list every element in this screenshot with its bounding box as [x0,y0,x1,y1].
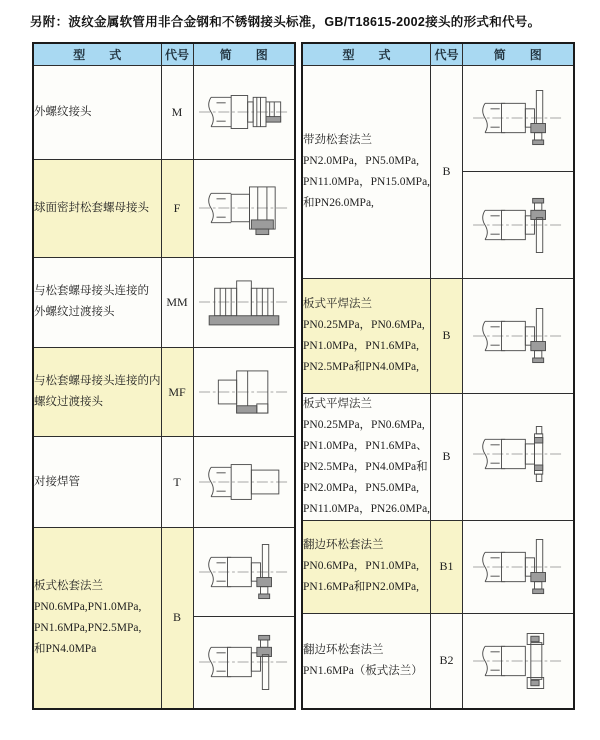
fitting-code-cell: B [161,528,193,709]
header-cell-code: 代号 [431,43,463,65]
type-line: PN2.5MPa和PN4.0MPa, [303,360,419,373]
type-line: PN2.0MPa，PN5.0MPa, [303,481,419,494]
fitting-type-cell [33,258,161,348]
fitting-diagram-drawing [470,85,566,151]
fitting-diagram [463,171,573,278]
fitting-diagram-drawing [196,79,292,145]
fitting-code-cell: MM [161,258,193,348]
type-line: 带劲松套法兰 [303,133,372,146]
fitting-code-cell: F [161,160,193,258]
fitting-diagram-drawing [470,421,566,487]
table-row [33,160,295,258]
fitting-type-cell [33,437,161,528]
table-row [33,258,295,348]
fitting-code-cell: T [161,437,193,528]
table-row [302,65,574,278]
type-line: 翻边环松套法兰 [303,539,384,551]
fitting-type-cell [302,520,431,613]
type-line: 翻边环松套法兰 [303,643,384,656]
page-title: 另附：波纹金属软管用非合金钢和不锈钢接头标准，GB/T18615-2002接头的形式和代号。 [30,15,541,29]
table-row [302,393,574,520]
fitting-diagram-drawing [196,449,292,515]
fitting-diagram-drawing [196,359,292,425]
fitting-diagram [463,66,573,171]
fitting-diagram-drawing [470,303,566,369]
fitting-diagram-drawing [196,175,292,241]
header-row [302,43,574,65]
fitting-diagram-cell [193,528,295,709]
fitting-diagram-cell [193,437,295,528]
fitting-diagram [194,528,295,616]
type-line: 板式平焊法兰 [303,397,372,410]
fitting-diagram-cell [193,258,295,348]
fitting-diagram [463,614,573,708]
fitting-diagram-drawing [196,539,292,605]
header-cell-type: 型 式 [33,43,161,65]
header-cell-diagram: 简 图 [463,43,574,65]
fitting-diagram-drawing [196,269,292,335]
type-line: PN2.0MPa，PN5.0MPa, [303,154,419,167]
fitting-type-cell [33,347,161,437]
fitting-diagram [194,348,295,436]
fitting-diagram-cell [463,65,574,278]
fitting-diagram [194,258,295,346]
fitting-diagram [194,437,295,526]
fitting-diagram-drawing [470,192,566,258]
fitting-type-cell [302,393,431,520]
fitting-code-cell: B [431,65,463,278]
type-line: 与松套螺母接头连接的内 [34,375,161,388]
type-line: PN11.0MPa，PN26.0MPa, [303,502,431,515]
fitting-code-cell: MF [161,347,193,437]
header-row [33,43,295,65]
table-row [33,437,295,528]
table-row [302,613,574,709]
fitting-type-cell [302,65,431,278]
table-row [33,528,295,709]
type-line: PN2.5MPa，PN4.0MPa和 [303,460,428,473]
type-line: PN1.0MPa，PN1.6MPa, [303,339,419,352]
type-line: PN1.6MPa,PN2.5MPa, [34,621,142,634]
type-line: PN0.25MPa，PN0.6MPa, [303,318,425,331]
type-line: 外螺纹过渡接头 [34,306,115,319]
table-row [33,347,295,437]
fitting-diagram [194,616,295,706]
type-line: PN0.25MPa，PN0.6MPa, [303,418,425,431]
fitting-diagram-cell [463,520,574,613]
type-line: PN1.0MPa，PN1.6MPa、 [303,439,428,452]
fitting-diagram-cell [463,278,574,393]
fitting-type-cell [33,160,161,258]
fitting-diagram-drawing [196,629,292,695]
type-line: 球面密封松套螺母接头 [34,202,149,215]
fitting-diagram-drawing [470,628,566,694]
table-row [302,520,574,613]
fitting-code-cell: B [431,278,463,393]
fitting-diagram [194,160,295,256]
type-line: 螺纹过渡接头 [34,396,103,409]
fitting-code-cell: M [161,65,193,160]
type-line: PN0.6MPa，PN1.0MPa, [303,560,419,572]
type-line: PN11.0MPa，PN15.0MPa, [303,175,431,188]
fitting-type-cell [33,65,161,160]
type-line: 板式松套法兰 [34,579,103,592]
fitting-code-cell: B [431,393,463,520]
fitting-table-left [32,42,296,710]
type-line: 对接焊管 [34,475,80,488]
fitting-tables [32,42,575,710]
header-cell-diagram: 简 图 [193,43,295,65]
fitting-type-cell [33,528,161,709]
table-row [33,65,295,160]
fitting-diagram [463,394,573,514]
type-line: 和PN4.0MPa [34,642,97,655]
fitting-diagram-cell [463,393,574,520]
type-line: 和PN26.0MPa, [303,196,374,209]
type-line: PN1.6MPa和PN2.0MPa, [303,581,419,593]
type-line: 外螺纹接头 [34,106,92,118]
header-cell-code: 代号 [161,43,193,65]
type-line: PN1.6MPa（板式法兰） [303,664,423,677]
type-line: PN0.6MPa,PN1.0MPa, [34,600,142,613]
fitting-diagram-cell [193,347,295,437]
fitting-diagram-cell [463,613,574,709]
type-line: 板式平焊法兰 [303,297,372,310]
fitting-diagram-cell [193,160,295,258]
fitting-type-cell [302,278,431,393]
fitting-diagram [463,521,573,613]
fitting-table-right [301,42,575,710]
fitting-code-cell: B1 [431,520,463,613]
fitting-diagram-drawing [470,534,566,600]
fitting-code-cell: B2 [431,613,463,709]
table-row [302,278,574,393]
fitting-diagram [463,279,573,393]
header-cell-type: 型 式 [302,43,431,65]
fitting-diagram [194,66,295,159]
fitting-diagram-cell [193,65,295,160]
type-line: 与松套螺母接头连接的 [34,285,149,298]
fitting-type-cell [302,613,431,709]
